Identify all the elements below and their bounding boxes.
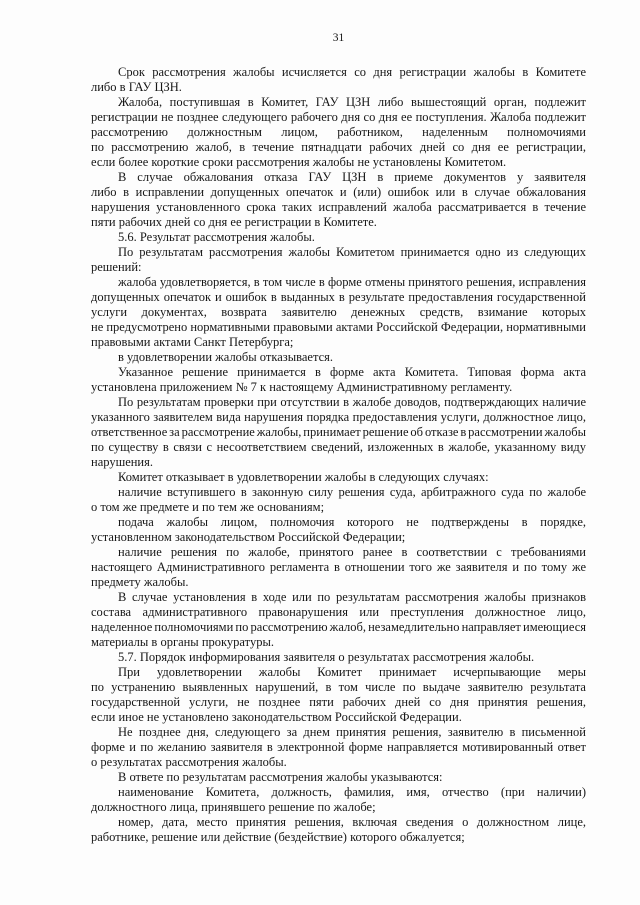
text-line: 5.7. Порядок информирования заявителя о результатах рассмотрения жалобы. (118, 650, 535, 664)
paragraph (91, 365, 586, 395)
text-line: материалы в органы прокуратуры. (91, 635, 274, 649)
text-line: установлена приложением № 7 к настоящему Административному регламенту. (91, 380, 513, 394)
text-line: В случае установления в ходе или по результатам рассмотрения жалобы признаков (118, 590, 586, 604)
text-line: допущенных опечаток и ошибок в выданных в результате предоставления государственной (91, 290, 586, 304)
document-body (91, 65, 586, 845)
paragraph (91, 170, 586, 230)
text-line: если иное не установлено законодательством Российской Федерации. (91, 710, 462, 724)
paragraph (91, 65, 586, 95)
text-line: жалоба удовлетворяется, в том числе в форме отмены принятого решения, исправления (118, 275, 586, 289)
text-line: форме и по желанию заявителя в электронной форме направляется мотивированный ответ (91, 740, 586, 754)
text-line: ответственное за рассмотрение жалобы, принимает решение об отказе в рассмотрении жалобы (91, 425, 586, 439)
text-line: рассмотрению должностным лицом, работником, наделенным полномочиями (91, 125, 586, 139)
text-line: В ответе по результатам рассмотрения жалобы указываются: (118, 770, 443, 784)
text-line: если более короткие сроки рассмотрения жалобы не установлены Комитетом. (91, 155, 507, 169)
text-line: подача жалобы лицом, полномочия которого не подтверждены в порядке, (118, 515, 586, 529)
text-line: услуги документах, возврата заявителю денежных средств, взимание которых (91, 305, 586, 319)
page-number: 31 (332, 32, 345, 44)
text-line: По результатам рассмотрения жалобы Комитетом принимается одно из следующих (118, 245, 586, 259)
paragraph (91, 245, 586, 275)
text-line: наличие вступившего в законную силу решения суда, арбитражного суда по жалобе (118, 485, 586, 499)
text-line: нарушения. (91, 455, 153, 469)
text-line: по существу в связи с несоответствием сведений, изложенных в жалобе, указанному виду (91, 440, 586, 454)
paragraph (91, 230, 586, 245)
text-line: Указанное решение принимается в форме акта Комитета. Типовая форма акта (118, 365, 586, 379)
paragraph (91, 515, 586, 545)
paragraph (91, 275, 586, 350)
text-line: наделенное полномочиями по рассмотрению жалоб, незамедлительно направляет имеющиеся (91, 620, 586, 634)
text-line: При удовлетворении жалобы Комитет принимает исчерпывающие меры (118, 665, 586, 679)
text-line: о результатах рассмотрения жалобы. (91, 755, 287, 769)
text-line: в удовлетворении жалобы отказывается. (118, 350, 333, 364)
text-line: Срок рассмотрения жалобы исчисляется со дня регистрации жалобы в Комитете (118, 65, 586, 79)
paragraph (91, 770, 586, 785)
text-line: установленном законодательством Российской Федерации; (91, 530, 406, 544)
paragraph (91, 815, 586, 845)
text-line: Не позднее дня, следующего за днем принятия решения, заявителю в письменной (118, 725, 586, 739)
text-line: государственной услуги, не позднее пяти рабочих дней со дня принятия решения, (91, 695, 586, 709)
text-line: пяти рабочих дней со дня ее регистрации в Комитете. (91, 215, 377, 229)
text-line: работнике, решение или действие (бездействие) которого обжалуется; (91, 830, 465, 844)
paragraph (91, 350, 586, 365)
paragraph (91, 590, 586, 650)
text-line: решений: (91, 260, 142, 274)
paragraph (91, 485, 586, 515)
text-line: должностного лица, принявшего решение по жалобе; (91, 800, 376, 814)
text-line: Жалоба, поступившая в Комитет, ГАУ ЦЗН либо вышестоящий орган, подлежит (118, 95, 586, 109)
text-line: указанного заявителем вида нарушения порядка предоставления услуги, должностное лицо, (91, 410, 586, 424)
paragraph (91, 470, 586, 485)
text-line: по рассмотрению жалоб, в течение пятнадцати рабочих дней со дня ее регистрации, (91, 140, 586, 154)
text-line: регистрации не позднее следующего рабочего дня со дня ее поступления. Жалоба подлежит (91, 110, 586, 124)
text-line: настоящего Административного регламента в отношении того же заявителя и по тому же (91, 560, 586, 574)
text-line: предмету жалобы. (91, 575, 189, 589)
text-line: наличие решения по жалобе, принятого ранее в соответствии с требованиями (118, 545, 586, 559)
text-line: не предусмотрено нормативными правовыми актами Российской Федерации, нормативными (91, 320, 586, 334)
text-line: 5.6. Результат рассмотрения жалобы. (118, 230, 315, 244)
text-line: наименование Комитета, должность, фамилия, имя, отчество (при наличии) (118, 785, 586, 799)
text-line: о том же предмете и по тем же основаниям; (91, 500, 325, 514)
paragraph (91, 545, 586, 590)
paragraph (91, 395, 586, 470)
text-line: По результатам проверки при отсутствии в жалобе доводов, подтверждающих наличие (118, 395, 586, 409)
text-line: состава административного правонарушения или преступления должностное лицо, (91, 605, 586, 619)
paragraph (91, 785, 586, 815)
paragraph (91, 725, 586, 770)
text-line: В случае обжалования отказа ГАУ ЦЗН в приеме документов у заявителя (118, 170, 586, 184)
paragraph (91, 95, 586, 170)
paragraph (91, 650, 586, 665)
text-line: номер, дата, место принятия решения, включая сведения о должностном лице, (118, 815, 586, 829)
text-line: нарушения установленного срока таких исправлений жалоба рассматривается в течение (91, 200, 586, 214)
text-line: Комитет отказывает в удовлетворении жалобы в следующих случаях: (118, 470, 489, 484)
paragraph (91, 665, 586, 725)
text-line: либо в ГАУ ЦЗН. (91, 80, 182, 94)
text-line: правовыми актами Санкт Петербурга; (91, 335, 294, 349)
text-line: либо в исправлении допущенных опечаток и (или) ошибок или в случае обжалования (91, 185, 586, 199)
text-line: по устранению выявленных нарушений, в том числе по выдаче заявителю результата (91, 680, 586, 694)
